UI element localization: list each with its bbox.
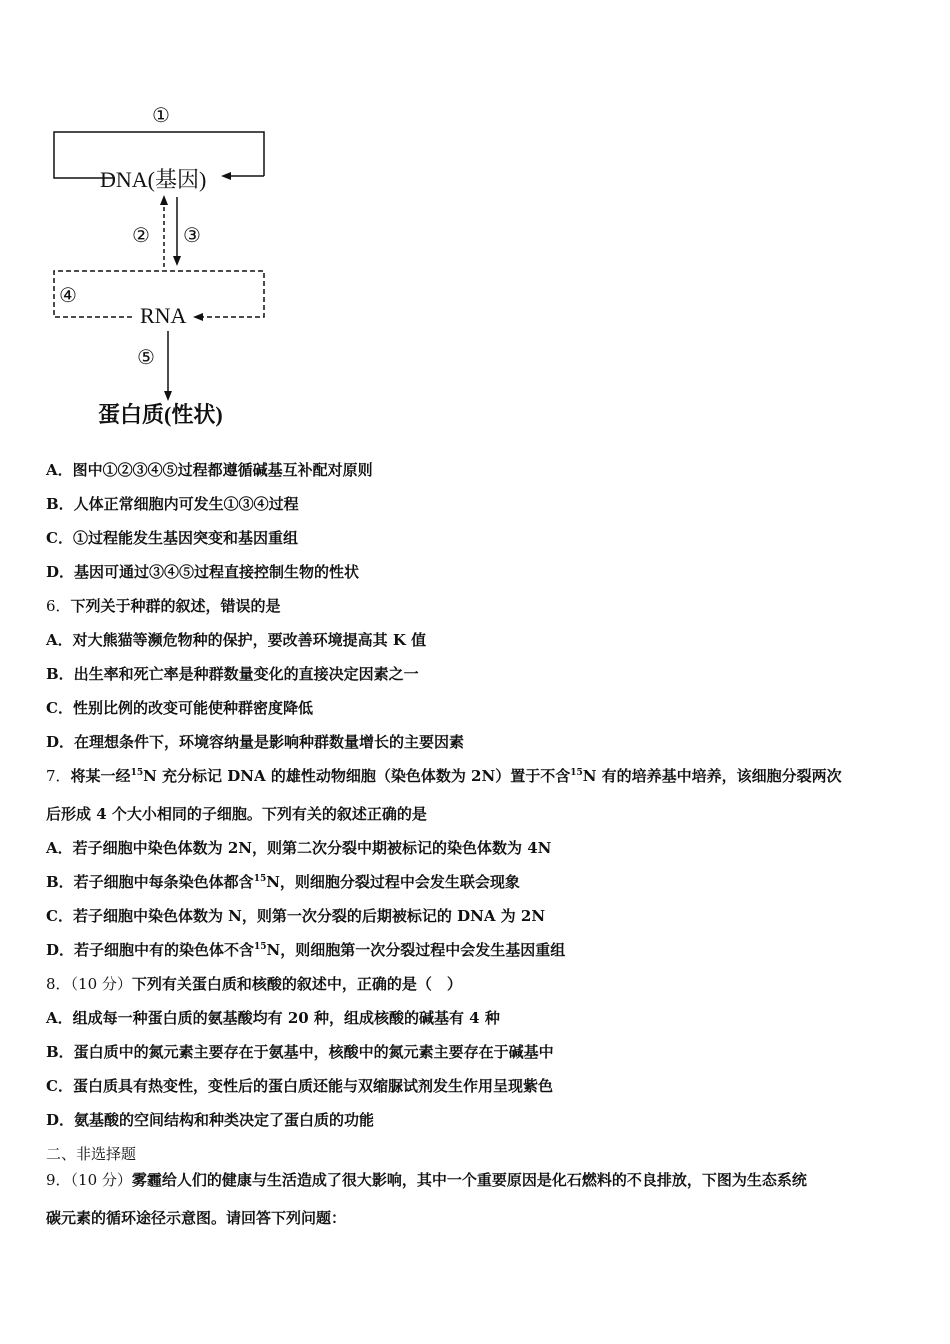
q9-stem-line2: 碳元素的循环途径示意图。请回答下列问题： bbox=[46, 1209, 347, 1227]
process-1-label: ① bbox=[152, 103, 170, 127]
q7-option-a: A．若子细胞中染色体数为 2N，则第二次分裂中期被标记的染色体数为 4N bbox=[46, 839, 552, 857]
q6-stem-text: 下列关于种群的叙述，错误的是 bbox=[70, 597, 281, 615]
process-4-label: ④ bbox=[59, 283, 77, 307]
process-5-label: ⑤ bbox=[137, 345, 155, 369]
q8-option-b: B．蛋白质中的氮元素主要存在于氨基中，核酸中的氮元素主要存在于碱基中 bbox=[46, 1043, 554, 1061]
q6-stem bbox=[46, 596, 281, 616]
rna-replication-arrowhead bbox=[193, 313, 203, 321]
q7-option-b-b: N，则细胞分裂过程中会发生联会现象 bbox=[266, 873, 520, 891]
q7-stem-c: N 有的培养基中培养，该细胞分裂两次 bbox=[582, 767, 842, 785]
q7-option-d-sup: 15 bbox=[254, 942, 267, 952]
diagram-arrows bbox=[40, 95, 300, 440]
q7-sup-15-b: 15 bbox=[570, 768, 583, 778]
q6-number: 6． bbox=[46, 597, 71, 615]
q7-sup-15-a: 15 bbox=[130, 768, 144, 778]
q6-option-b: B．出生率和死亡率是种群数量变化的直接决定因素之一 bbox=[46, 665, 419, 683]
q7-option-b-sup: 15 bbox=[253, 874, 267, 884]
q5-option-b: B．人体正常细胞内可发生①③④过程 bbox=[46, 495, 299, 513]
q6-option-a: A．对大熊猫等濒危物种的保护，要改善环境提高其 K 值 bbox=[46, 631, 427, 649]
q9-stem-line1 bbox=[46, 1170, 807, 1190]
q7-stem-a: 将某一经 bbox=[70, 767, 131, 785]
q7-option-d bbox=[46, 940, 565, 960]
q8-option-a: A．组成每一种蛋白质的氨基酸均有 20 种，组成核酸的碱基有 4 种 bbox=[46, 1009, 500, 1027]
section-heading: 二、非选择题 bbox=[46, 1145, 137, 1163]
transcription-arrowhead bbox=[173, 256, 181, 266]
q7-stem-line2: 后形成 4 个大小相同的子细胞。下列有关的叙述正确的是 bbox=[46, 805, 427, 823]
q8-stem-text: 下列有关蛋白质和核酸的叙述中，正确的是（ ） bbox=[131, 975, 462, 993]
q6-option-d: D．在理想条件下，环境容纳量是影响种群数量增长的主要因素 bbox=[46, 733, 465, 751]
rna-label: RNA bbox=[140, 303, 187, 328]
q7-option-d-b: N，则细胞第一次分裂过程中会发生基因重组 bbox=[266, 941, 566, 959]
q5-option-c: C．①过程能发生基因突变和基因重组 bbox=[46, 529, 298, 547]
q6-option-c: C．性别比例的改变可能使种群密度降低 bbox=[46, 699, 313, 717]
q7-option-c: C．若子细胞中染色体数为 N，则第一次分裂的后期被标记的 DNA 为 2N bbox=[46, 907, 546, 925]
q5-option-d: D．基因可通过③④⑤过程直接控制生物的性状 bbox=[46, 563, 360, 581]
q8-number: 8．（10 分） bbox=[46, 975, 132, 993]
q9-number: 9．（10 分） bbox=[46, 1171, 132, 1189]
q7-stem-b: N 充分标记 DNA 的雄性动物细胞（染色体数为 2N）置于不含 bbox=[143, 767, 571, 785]
q9-stem-line1-text: 雾霾给人们的健康与生活造成了很大影响，其中一个重要原因是化石燃料的不良排放，下图为生态系统 bbox=[131, 1171, 807, 1189]
q7-option-b bbox=[46, 872, 520, 892]
q7-stem-line1 bbox=[46, 766, 842, 786]
process-2-label: ② bbox=[132, 223, 150, 247]
central-dogma-diagram bbox=[40, 95, 300, 440]
q7-number: 7． bbox=[46, 767, 71, 785]
q7-option-b-a: B．若子细胞中每条染色体都含 bbox=[46, 873, 254, 891]
q5-option-a: A．图中①②③④⑤过程都遵循碱基互补配对原则 bbox=[46, 461, 373, 479]
q8-option-d: D．氨基酸的空间结构和种类决定了蛋白质的功能 bbox=[46, 1111, 375, 1129]
dna-label: DNA(基因) bbox=[100, 167, 207, 192]
q8-option-c: C．蛋白质具有热变性，变性后的蛋白质还能与双缩脲试剂发生作用呈现紫色 bbox=[46, 1077, 553, 1095]
protein-label: 蛋白质(性状) bbox=[98, 402, 223, 427]
process-3-label: ③ bbox=[183, 223, 201, 247]
q8-stem bbox=[46, 974, 462, 994]
reverse-transcription-arrowhead bbox=[160, 195, 168, 205]
q7-option-d-a: D．若子细胞中有的染色体不含 bbox=[46, 941, 255, 959]
replication-arrowhead bbox=[221, 172, 231, 180]
